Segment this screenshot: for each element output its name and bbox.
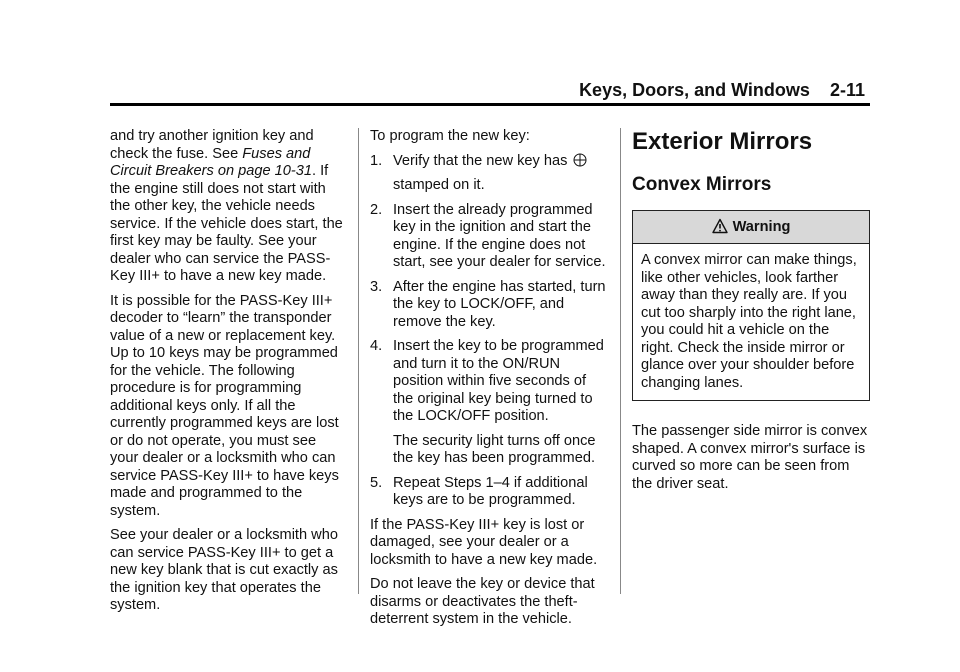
- section-title: Keys, Doors, and Windows: [579, 80, 810, 100]
- column-middle: [370, 128, 610, 636]
- column-right: [632, 128, 872, 500]
- steps-intro: To program the new key:: [370, 128, 530, 144]
- step-text-part: Verify that the new key has: [393, 152, 568, 169]
- list-item: [370, 475, 610, 510]
- step-number: 5.: [370, 474, 383, 491]
- warning-body: [633, 244, 869, 400]
- paragraph: If the PASS-Key III+ key is lost or damaged, see your dealer or a locksmith to have a new key made.: [370, 516, 598, 568]
- column-divider: [620, 128, 621, 594]
- list-item: [370, 279, 610, 332]
- paragraph: The passenger side mirror is convex shaped. A convex mirror's surface is curved so more can be seen from the driver seat.: [632, 423, 868, 492]
- paragraph-text: . If the engine still does not start with the other key, the vehicle needs service. If the vehicle does start, the first key may be faulty. See your dealer who can service the PASS-Key III+ to have a new key made.: [110, 163, 343, 284]
- step-text-part: stamped on it.: [393, 177, 485, 193]
- step-number: 1.: [370, 152, 383, 169]
- paragraph: It is possible for the PASS-Key III+ decoder to “learn” the transponder value of a new or replacement key. Up to 10 keys may be programmed for the vehicle. The following procedure is for programming additional keys only. If all the currently programmed keys are lost or do not operate, you must see your dealer or a locksmith who can service PASS-Key III+ to have keys made and programmed to the system.: [110, 292, 339, 519]
- page-number: 2-11: [829, 80, 865, 100]
- step-text: Insert the already programmed key in the ignition and start the engine. If the engine does not start, see your dealer for service.: [393, 201, 606, 270]
- paragraph: Do not leave the key or device that disarms or deactivates the theft-deterrent system in the vehicle.: [370, 576, 595, 627]
- column-left: [110, 128, 348, 622]
- step-text: After the engine has started, turn the key to LOCK/OFF, and remove the key.: [393, 278, 606, 330]
- step-text: [393, 153, 610, 195]
- list-item: [370, 153, 610, 195]
- warning-text: A convex mirror can make things, like other vehicles, look farther away than they really are. If you cut too sharply into the right lane, you could hit a vehicle on the right. Check the inside mirror or glance over your shoulder before changing lanes.: [641, 252, 857, 391]
- step-note: The security light turns off once the key has been programmed.: [393, 432, 596, 466]
- steps-list: [370, 153, 610, 510]
- section-heading: Exterior Mirrors: [632, 128, 813, 155]
- column-divider: [358, 128, 359, 594]
- step-number: 3.: [370, 278, 383, 295]
- header-title: [560, 80, 865, 101]
- warning-header: [633, 211, 869, 244]
- warning-title: Warning: [732, 219, 791, 235]
- list-item: [370, 202, 610, 272]
- subsection-heading: Convex Mirrors: [632, 174, 772, 195]
- paragraph: See your dealer or a locksmith who can service PASS-Key III+ to get a new key blank that is cut exactly as the ignition key that operates the system.: [110, 527, 338, 613]
- step-number: 2.: [370, 201, 383, 218]
- paragraph-text: and try another ignition key and check the fuse. See: [110, 128, 314, 162]
- list-item: [370, 338, 610, 468]
- header-rule: [110, 103, 870, 106]
- step-number: 4.: [370, 338, 383, 354]
- key-symbol-icon: [573, 153, 587, 167]
- cross-reference: Fuses and Circuit Breakers on page 10-31: [110, 145, 312, 179]
- warning-triangle-icon: [712, 218, 728, 234]
- warning-box: [632, 210, 870, 401]
- step-text: [393, 338, 610, 468]
- step-text: Repeat Steps 1–4 if additional keys are to be programmed.: [393, 474, 588, 508]
- step-text-part: Insert the key to be programmed and turn it to the ON/RUN position within five seconds of the original key being turned to the LOCK/OFF position.: [393, 338, 604, 424]
- paragraph: [110, 128, 348, 286]
